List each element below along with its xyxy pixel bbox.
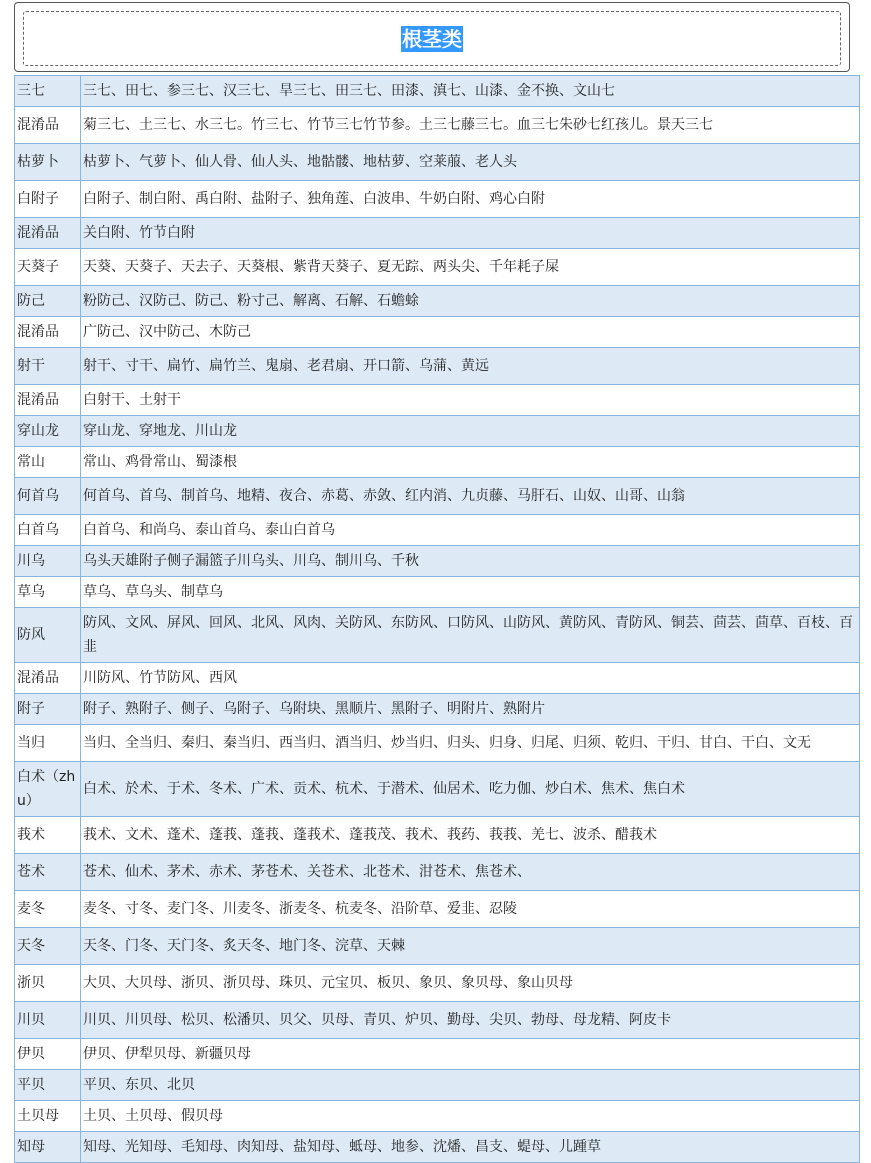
herb-name-cell: 混淆品 [15,218,81,249]
table-row [15,608,860,663]
herb-name-cell: 混淆品 [15,385,81,416]
herb-alias-cell: 天葵、天葵子、天去子、天葵根、紫背天葵子、夏无踪、两头尖、千年耗子屎 [81,249,860,286]
herb-alias-cell: 知母、光知母、毛知母、肉知母、盐知母、蚳母、地参、沈燔、昌支、蝭母、儿踵草 [81,1132,860,1163]
herb-alias-cell: 何首乌、首乌、制首乌、地精、夜合、赤葛、赤敛、红内消、九贞藤、马肝石、山奴、山哥、山翁 [81,478,860,515]
herb-name-cell: 知母 [15,1132,81,1163]
table-row [15,1002,860,1039]
herb-alias-cell: 射干、寸干、扁竹、扁竹兰、鬼扇、老君扇、开口箭、乌蒲、黄远 [81,348,860,385]
herb-alias-cell: 防风、文风、屏风、回风、北风、风肉、关防风、东防风、口防风、山防风、黄防风、青防风、铜芸、茴芸、茴草、百枝、百韭 [81,608,860,663]
herb-alias-cell: 天冬、门冬、天门冬、炙天冬、地门冬、浣草、天棘 [81,928,860,965]
herb-alias-cell: 关白附、竹节白附 [81,218,860,249]
herb-name-cell: 穿山龙 [15,416,81,447]
herb-alias-cell: 草乌、草乌头、制草乌 [81,577,860,608]
herb-alias-cell: 莪术、文术、蓬术、蓬莪、蓬莪、蓬莪术、蓬莪茂、莪术、莪药、莪莪、羌七、波杀、醋莪术 [81,817,860,854]
herb-name-cell: 附子 [15,694,81,725]
herb-name-cell: 土贝母 [15,1101,81,1132]
herb-alias-cell: 穿山龙、穿地龙、川山龙 [81,416,860,447]
herb-name-cell: 射干 [15,348,81,385]
table-row [15,144,860,181]
table-row [15,515,860,546]
title-frame [23,11,841,66]
table-row [15,546,860,577]
herb-alias-cell: 当归、全当归、秦归、秦当归、西当归、酒当归、炒当归、归头、归身、归尾、归须、乾归、干归、甘白、干白、文无 [81,725,860,762]
herb-alias-cell: 粉防己、汉防己、防己、粉寸己、解离、石解、石蟾蜍 [81,286,860,317]
title-box [14,2,850,72]
herb-alias-cell: 菊三七、土三七、水三七。竹三七、竹节三七竹节参。土三七藤三七。血三七朱砂七红孩儿。景天三七 [81,107,860,144]
herb-name-cell: 川乌 [15,546,81,577]
table-row [15,286,860,317]
table-row [15,447,860,478]
herb-alias-table [14,75,860,1163]
herb-alias-cell: 平贝、东贝、北贝 [81,1070,860,1101]
herb-alias-cell: 乌头天雄附子侧子漏篮子川乌头、川乌、制川乌、千秋 [81,546,860,577]
herb-name-cell: 平贝 [15,1070,81,1101]
table-row [15,348,860,385]
table-row [15,817,860,854]
table-row [15,107,860,144]
table-row [15,249,860,286]
table-row [15,762,860,817]
table-row [15,854,860,891]
table-row [15,694,860,725]
herb-alias-cell: 白术、於术、于术、冬术、广术、贡术、杭术、于潜术、仙居术、吃力伽、炒白术、焦术、焦白术 [81,762,860,817]
herb-name-cell: 天葵子 [15,249,81,286]
table-row [15,1101,860,1132]
herb-name-cell: 白附子 [15,181,81,218]
herb-name-cell: 防风 [15,608,81,663]
table-row [15,317,860,348]
herb-name-cell: 当归 [15,725,81,762]
table-row [15,416,860,447]
herb-name-cell: 草乌 [15,577,81,608]
table-row [15,218,860,249]
herb-name-cell: 白首乌 [15,515,81,546]
page-title: 根茎类 [402,26,462,51]
table-row [15,965,860,1002]
herb-alias-cell: 白射干、土射干 [81,385,860,416]
herb-alias-cell: 川贝、川贝母、松贝、松潘贝、贝父、贝母、青贝、炉贝、勤母、尖贝、勃母、母龙精、阿皮卡 [81,1002,860,1039]
herb-name-cell: 苍术 [15,854,81,891]
herb-name-cell: 常山 [15,447,81,478]
herb-alias-cell: 常山、鸡骨常山、蜀漆根 [81,447,860,478]
herb-name-cell: 浙贝 [15,965,81,1002]
table-row [15,1039,860,1070]
herb-alias-cell: 白首乌、和尚乌、泰山首乌、泰山白首乌 [81,515,860,546]
herb-alias-cell: 大贝、大贝母、浙贝、浙贝母、珠贝、元宝贝、板贝、象贝、象贝母、象山贝母 [81,965,860,1002]
herb-alias-cell: 麦冬、寸冬、麦门冬、川麦冬、浙麦冬、杭麦冬、沿阶草、爱韭、忍陵 [81,891,860,928]
herb-alias-cell: 广防己、汉中防己、木防己 [81,317,860,348]
table-row [15,891,860,928]
herb-alias-cell: 伊贝、伊犁贝母、新疆贝母 [81,1039,860,1070]
herb-name-cell: 川贝 [15,1002,81,1039]
table-row [15,928,860,965]
herb-alias-cell: 枯萝卜、气萝卜、仙人骨、仙人头、地骷髅、地枯萝、空莱菔、老人头 [81,144,860,181]
herb-alias-cell: 土贝、土贝母、假贝母 [81,1101,860,1132]
herb-name-cell: 白术（zhu） [15,762,81,817]
herb-table-body [15,76,860,1163]
table-row [15,1070,860,1101]
herb-name-cell: 何首乌 [15,478,81,515]
herb-name-cell: 枯萝卜 [15,144,81,181]
table-row [15,76,860,107]
herb-name-cell: 伊贝 [15,1039,81,1070]
table-row [15,725,860,762]
herb-name-cell: 混淆品 [15,107,81,144]
table-row [15,577,860,608]
herb-alias-cell: 附子、熟附子、侧子、乌附子、乌附块、黑顺片、黑附子、明附片、熟附片 [81,694,860,725]
herb-name-cell: 天冬 [15,928,81,965]
table-row [15,663,860,694]
table-row [15,181,860,218]
herb-alias-cell: 三七、田七、参三七、汉三七、旱三七、田三七、田漆、滇七、山漆、金不换、文山七 [81,76,860,107]
herb-name-cell: 麦冬 [15,891,81,928]
herb-name-cell: 防己 [15,286,81,317]
table-row [15,1132,860,1163]
table-row [15,385,860,416]
herb-name-cell: 莪术 [15,817,81,854]
herb-alias-cell: 川防风、竹节防风、西风 [81,663,860,694]
herb-name-cell: 混淆品 [15,663,81,694]
herb-name-cell: 三七 [15,76,81,107]
herb-alias-cell: 苍术、仙术、茅术、赤术、茅苍术、关苍术、北苍术、泔苍术、焦苍术、 [81,854,860,891]
herb-name-cell: 混淆品 [15,317,81,348]
herb-alias-cell: 白附子、制白附、禹白附、盐附子、独角莲、白波串、牛奶白附、鸡心白附 [81,181,860,218]
table-row [15,478,860,515]
